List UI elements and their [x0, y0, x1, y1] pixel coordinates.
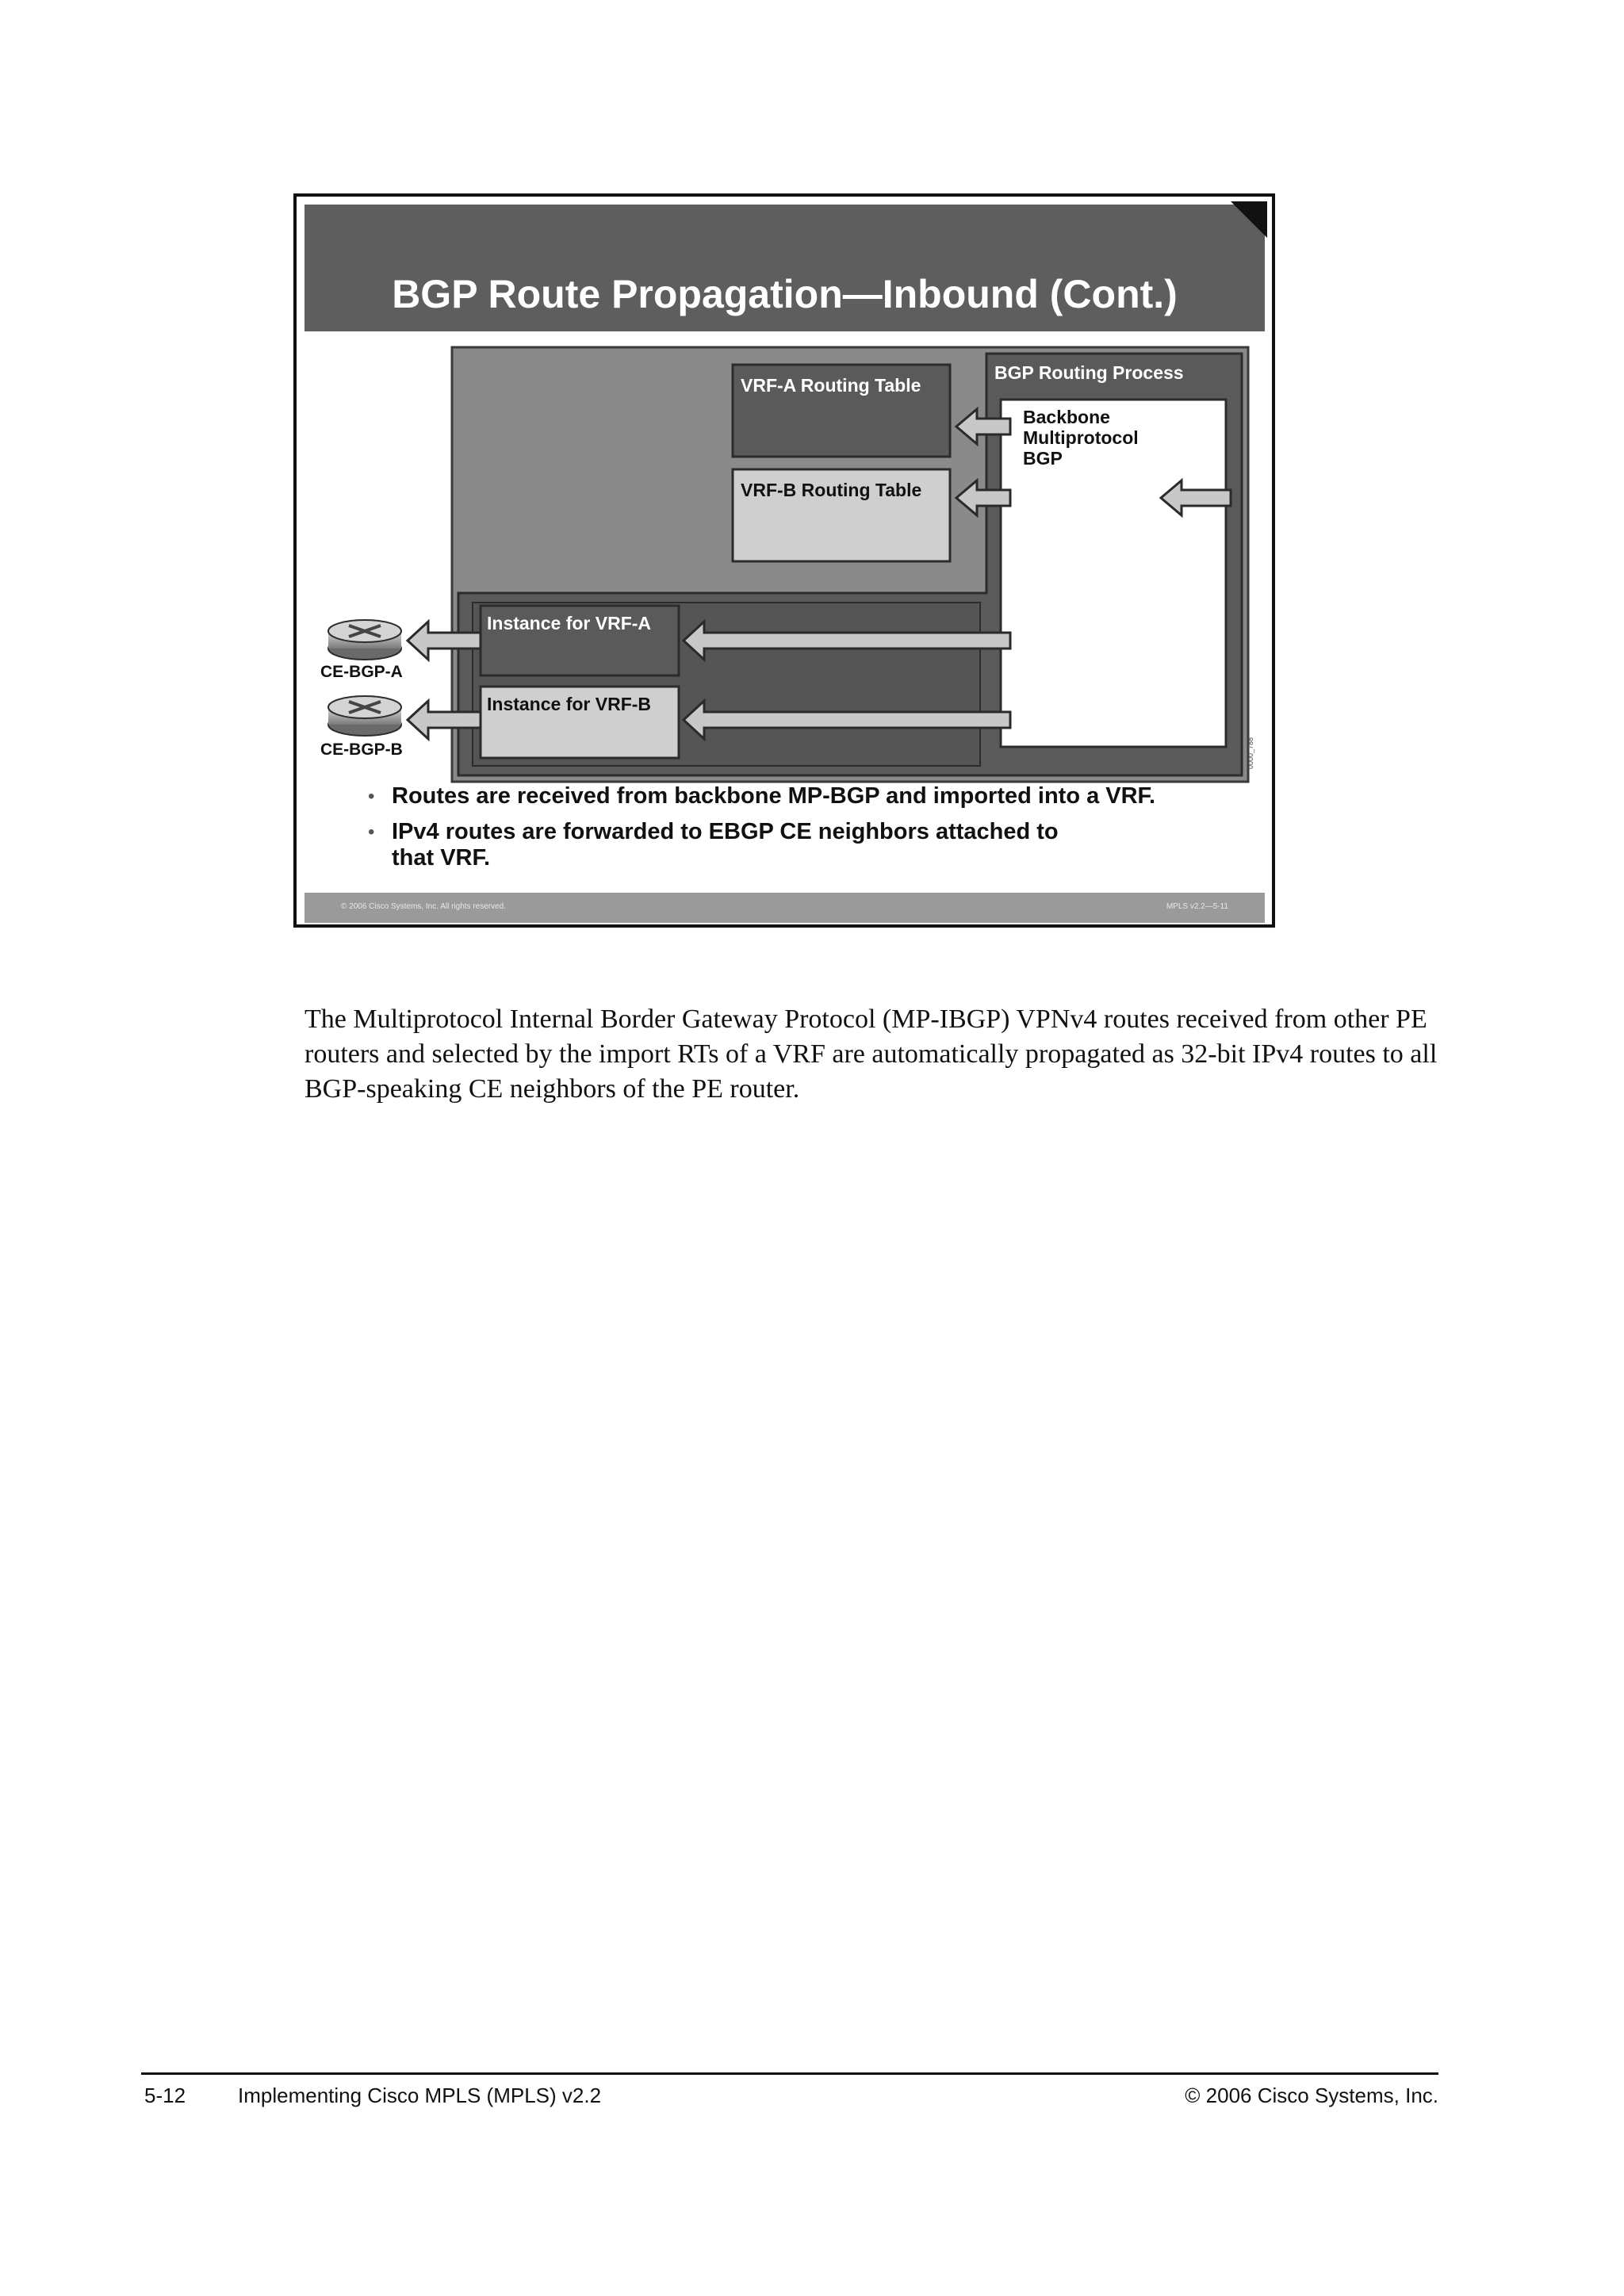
bullet-item: • Routes are received from backbone MP-BGP and imported into a VRF. — [368, 783, 1201, 809]
slide-title: BGP Route Propagation—Inbound (Cont.) — [392, 272, 1178, 316]
router-ce-a-icon — [328, 620, 401, 660]
page-number: 5-12 — [144, 2084, 186, 2107]
router-ce-b-icon — [328, 696, 401, 736]
slide — [293, 193, 1275, 928]
bgp-process-label: BGP Routing Process — [994, 362, 1184, 383]
backbone-label-line3: BGP — [1023, 448, 1063, 469]
slide-footer-copyright: © 2006 Cisco Systems, Inc. All rights reserved. — [341, 902, 507, 911]
slide-footer-id: MPLS v2.2—5-11 — [1166, 902, 1228, 911]
body-paragraph: The Multiprotocol Internal Border Gateway Protocol (MP-IBGP) VPNv4 routes received from other PE routers and selected by the import RTs of a VRF are automatically propagated as 32-bit IPv4 routes to all BGP-speaking CE neighbors of the PE router. — [304, 1004, 1438, 1104]
backbone-label-line1: Backbone — [1023, 407, 1110, 427]
ce-b-label: CE-BGP-B — [320, 740, 403, 759]
vrf-b-table-label: VRF-B Routing Table — [741, 480, 922, 500]
book-title: Implementing Cisco MPLS (MPLS) v2.2 — [238, 2084, 602, 2107]
slide-bullets — [368, 783, 1201, 881]
bullet-item: • IPv4 routes are forwarded to EBGP CE neighbors attached to that VRF. — [368, 819, 1105, 871]
figure-id-label: 0000_788 — [1247, 737, 1254, 769]
page-copyright: © 2006 Cisco Systems, Inc. — [1185, 2084, 1438, 2107]
backbone-label-line2: Multiprotocol — [1023, 427, 1139, 448]
slide-footer — [304, 893, 1265, 923]
instance-a-label: Instance for VRF-A — [487, 613, 652, 633]
instance-b-label: Instance for VRF-B — [487, 694, 652, 714]
ce-a-label: CE-BGP-A — [320, 663, 403, 681]
footer-rule — [141, 2072, 1438, 2075]
vrf-a-table-label: VRF-A Routing Table — [741, 375, 921, 396]
